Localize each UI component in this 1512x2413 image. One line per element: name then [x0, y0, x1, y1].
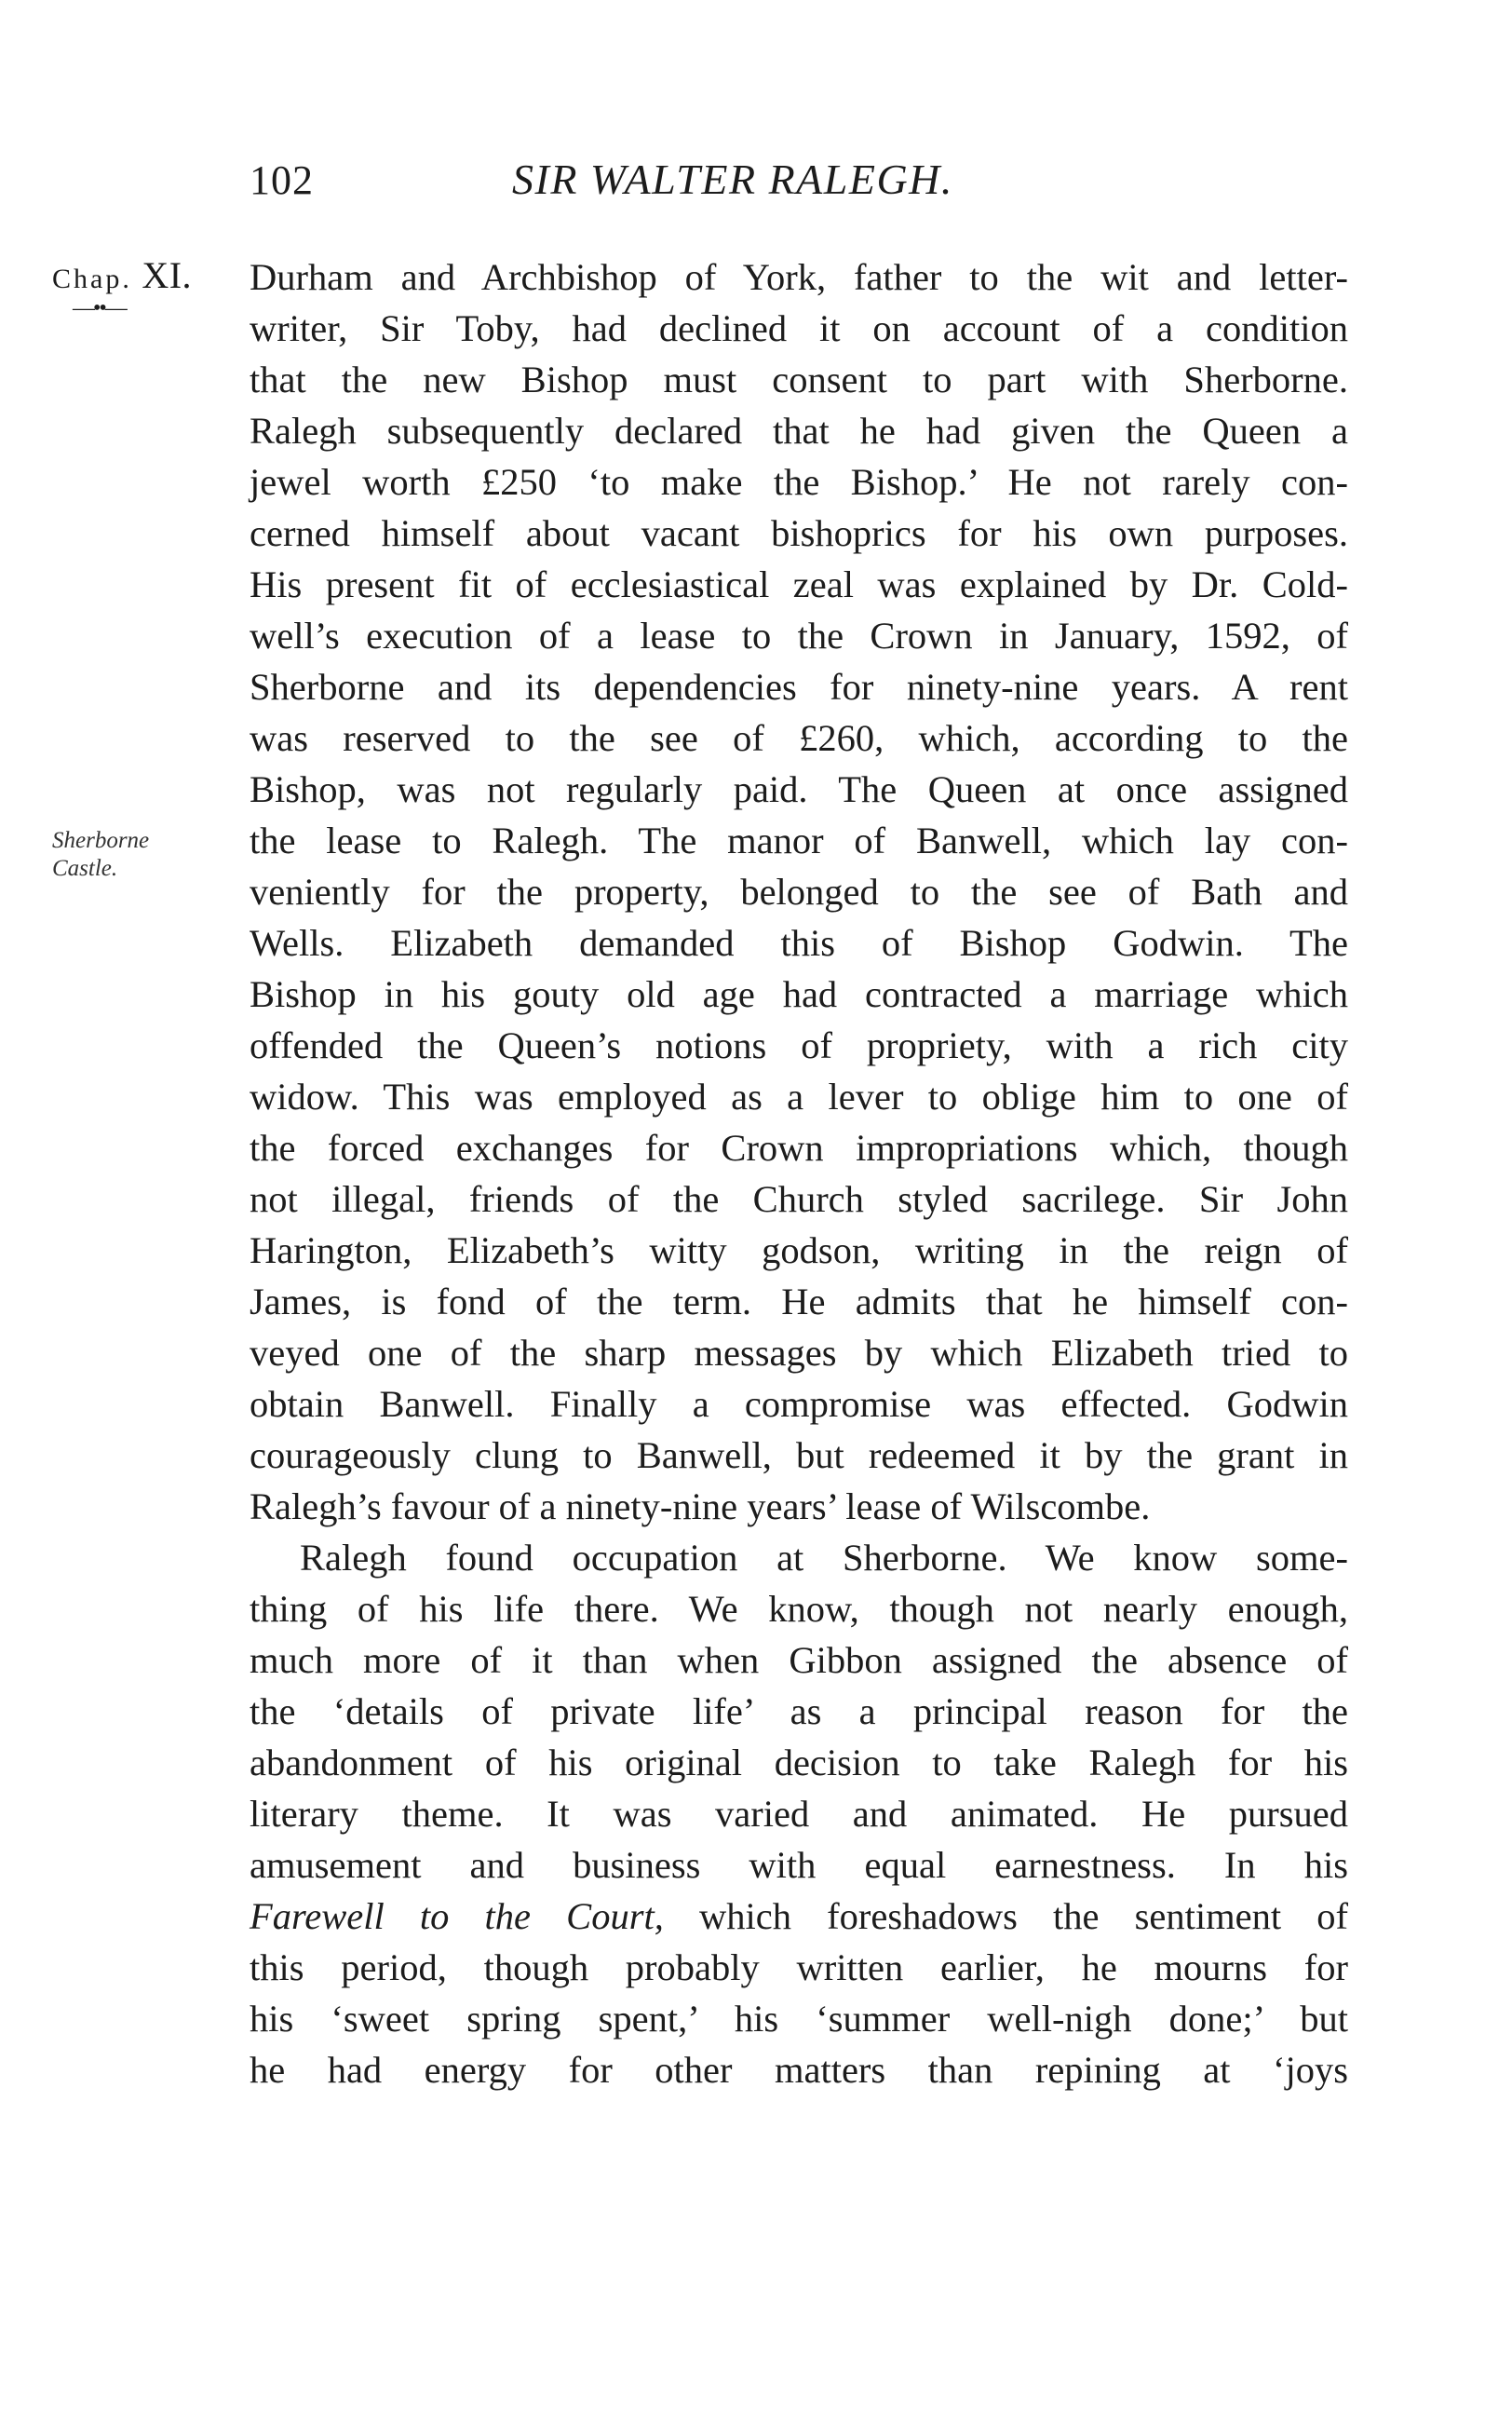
text-line: the forced exchanges for Crown impropriations which, though — [250, 1127, 1348, 1169]
text-line: the lease to Ralegh. The manor of Banwell, which lay con- — [250, 820, 1348, 861]
text-line: Bishop in his gouty old age had contracted a marriage which — [250, 973, 1348, 1015]
text-line: veyed one of the sharp messages by which Elizabeth tried to — [250, 1332, 1348, 1374]
text-line: he had energy for other matters than repining at ‘joys — [250, 2049, 1348, 2091]
text-line: the ‘details of private life’ as a principal reason for the — [250, 1690, 1348, 1732]
side-note-line: Sherborne — [52, 828, 150, 853]
text-line: Bishop, was not regularly paid. The Queen at once assigned — [250, 768, 1348, 810]
text-line — [250, 1891, 1348, 1942]
text-line: Harington, Elizabeth’s witty godson, writing in the reign of — [250, 1229, 1348, 1271]
text-line: Wells. Elizabeth demanded this of Bishop Godwin. The — [250, 922, 1348, 964]
margin-side-note — [52, 827, 149, 883]
text-line: obtain Banwell. Finally a compromise was effected. Godwin — [250, 1383, 1348, 1425]
text-line: James, is fond of the term. He admits that he himself con- — [250, 1281, 1348, 1322]
text-line: veniently for the property, belonged to the see of Bath and — [250, 871, 1348, 913]
text-line: was reserved to the see of £260, which, according to the — [250, 717, 1348, 759]
text-line: literary theme. It was varied and animated. He pursued — [250, 1793, 1348, 1835]
line-rest: which foreshadows the sentiment of — [663, 1895, 1349, 1937]
side-note-line: Castle. — [52, 856, 118, 881]
text-line: Durham and Archbishop of York, father to the wit and letter- — [250, 256, 1348, 298]
text-line: this period, though probably written earlier, he mourns for — [250, 1946, 1348, 1988]
text-line: offended the Queen’s notions of propriety, with a rich city — [250, 1024, 1348, 1066]
text-line: Ralegh found occupation at Sherborne. We know some- — [300, 1537, 1348, 1579]
text-line: amusement and business with equal earnestness. In his — [250, 1844, 1348, 1886]
chapter-label — [52, 253, 192, 297]
page-number: 102 — [250, 157, 314, 203]
text-line: not illegal, friends of the Church styled sacrilege. Sir John — [250, 1178, 1348, 1220]
chapter-prefix: Chap. — [52, 264, 132, 294]
text-line: much more of it than when Gibbon assigned the absence of — [250, 1639, 1348, 1681]
text-line: writer, Sir Toby, had declined it on account of a condition — [250, 307, 1348, 349]
text-line: his ‘sweet spring spent,’ his ‘summer well-nigh done;’ but — [250, 1998, 1348, 2040]
text-line: that the new Bishop must consent to part with Sherborne. — [250, 359, 1348, 400]
text-line: abandonment of his original decision to take Ralegh for his — [250, 1742, 1348, 1783]
ornament-divider: —••— — [73, 296, 126, 320]
chapter-number: XI. — [142, 254, 193, 296]
paragraph-2 — [250, 1532, 1348, 2095]
text-line: Sherborne and its dependencies for ninety-nine years. A rent — [250, 666, 1348, 708]
text-body — [250, 251, 1348, 2095]
text-line: widow. This was employed as a lever to oblige him to one of — [250, 1076, 1348, 1118]
paragraph-1 — [250, 251, 1348, 1532]
text-line: Ralegh subsequently declared that he had given the Queen a — [250, 410, 1348, 452]
text-line: well’s execution of a lease to the Crown in January, 1592, of — [250, 615, 1348, 657]
book-title: Farewell to the Court, — [250, 1895, 664, 1937]
text-line: courageously clung to Banwell, but redeemed it by the grant in — [250, 1434, 1348, 1476]
text-line: jewel worth £250 ‘to make the Bishop.’ He not rarely con- — [250, 461, 1348, 503]
text-line: Ralegh’s favour of a ninety-nine years’ lease of Wilscombe. — [250, 1485, 1151, 1527]
running-title: SIR WALTER RALEGH. — [512, 156, 953, 203]
text-line: thing of his life there. We know, though not nearly enough, — [250, 1588, 1348, 1630]
text-line: cerned himself about vacant bishoprics for his own purposes. — [250, 512, 1348, 554]
text-line: His present fit of ecclesiastical zeal was explained by Dr. Cold- — [250, 563, 1348, 605]
